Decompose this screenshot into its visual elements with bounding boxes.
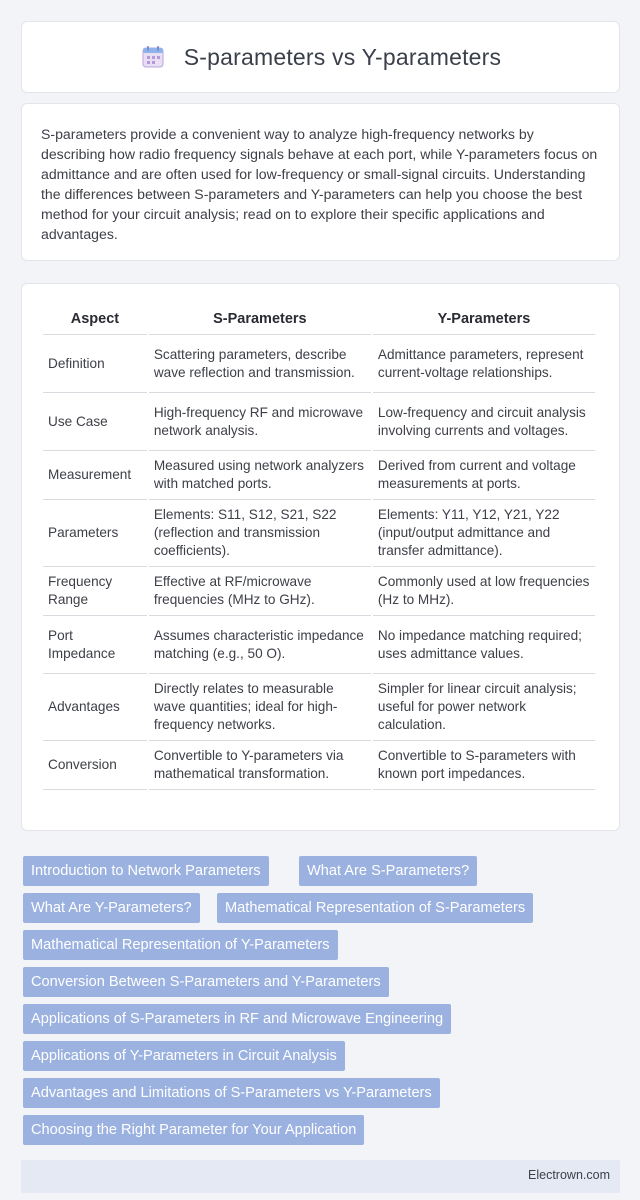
header-s-parameters: S-Parameters	[149, 303, 371, 335]
table-row	[43, 741, 595, 790]
comparison-table	[41, 303, 597, 790]
cell-y: Low-frequency and circuit analysis involving currents and voltages.	[373, 393, 595, 451]
topic-link[interactable]: Applications of Y-Parameters in Circuit Analysis	[23, 1041, 345, 1071]
topic-link[interactable]: Advantages and Limitations of S-Parameters vs Y-Parameters	[23, 1078, 440, 1108]
cell-y: Convertible to S-parameters with known port impedances.	[373, 741, 595, 790]
topic-link[interactable]: Choosing the Right Parameter for Your Application	[23, 1115, 364, 1145]
cell-s: Assumes characteristic impedance matching (e.g., 50 Ο).	[149, 616, 371, 674]
cell-y: No impedance matching required; uses admittance values.	[373, 616, 595, 674]
topic-link[interactable]: What Are S-Parameters?	[299, 856, 477, 886]
table-row	[43, 393, 595, 451]
cell-aspect: Advantages	[43, 674, 147, 741]
header-aspect: Aspect	[43, 303, 147, 335]
table-header-row	[43, 303, 595, 335]
topic-link[interactable]: Conversion Between S-Parameters and Y-Parameters	[23, 967, 389, 997]
header-card	[21, 21, 620, 93]
cell-s: Scattering parameters, describe wave reflection and transmission.	[149, 335, 371, 393]
cell-y: Elements: Y11, Y12, Y21, Y22 (input/output admittance and transfer admittance).	[373, 500, 595, 567]
cell-aspect: Definition	[43, 335, 147, 393]
footer-site-link[interactable]: Electrown.com	[528, 1168, 610, 1182]
cell-s: Elements: S11, S12, S21, S22 (reflection and transmission coefficients).	[149, 500, 371, 567]
cell-s: Effective at RF/microwave frequencies (MHz to GHz).	[149, 567, 371, 616]
table-row	[43, 451, 595, 500]
topic-link[interactable]: Applications of S-Parameters in RF and Microwave Engineering	[23, 1004, 451, 1034]
table-row	[43, 616, 595, 674]
cell-aspect: Port Impedance	[43, 616, 147, 674]
cell-s: Measured using network analyzers with matched ports.	[149, 451, 371, 500]
table-row	[43, 335, 595, 393]
cell-aspect: Conversion	[43, 741, 147, 790]
table-row	[43, 674, 595, 741]
topic-link[interactable]: Mathematical Representation of S-Parameters	[217, 893, 533, 923]
cell-s: High-frequency RF and microwave network analysis.	[149, 393, 371, 451]
cell-s: Directly relates to measurable wave quantities; ideal for high-frequency networks.	[149, 674, 371, 741]
intro-text: S-parameters provide a convenient way to analyze high-frequency networks by describing how radio frequency signals behave at each port, while Y-parameters focus on admittance and are often used for low-frequency or small-signal circuits. Understanding the differences between S-parameters and Y-parameters can help you choose the best method for your circuit analysis; read on to explore their specific applications and advantages.	[41, 126, 598, 242]
cell-s: Convertible to Y-parameters via mathematical transformation.	[149, 741, 371, 790]
topic-link[interactable]: Introduction to Network Parameters	[23, 856, 269, 886]
cell-y: Commonly used at low frequencies (Hz to MHz).	[373, 567, 595, 616]
cell-aspect: Frequency Range	[43, 567, 147, 616]
cell-aspect: Measurement	[43, 451, 147, 500]
footer	[21, 1160, 620, 1193]
calendar-icon	[140, 44, 166, 70]
cell-aspect: Use Case	[43, 393, 147, 451]
cell-y: Admittance parameters, represent current-voltage relationships.	[373, 335, 595, 393]
intro-card	[21, 103, 620, 261]
header-y-parameters: Y-Parameters	[373, 303, 595, 335]
topic-link[interactable]: Mathematical Representation of Y-Parameters	[23, 930, 338, 960]
table-row	[43, 567, 595, 616]
page-title: S-parameters vs Y-parameters	[183, 43, 502, 70]
cell-aspect: Parameters	[43, 500, 147, 567]
comparison-table-card	[21, 283, 620, 831]
table-row	[43, 500, 595, 567]
topic-link[interactable]: What Are Y-Parameters?	[23, 893, 200, 923]
cell-y: Derived from current and voltage measurements at ports.	[373, 451, 595, 500]
cell-y: Simpler for linear circuit analysis; useful for power network calculation.	[373, 674, 595, 741]
